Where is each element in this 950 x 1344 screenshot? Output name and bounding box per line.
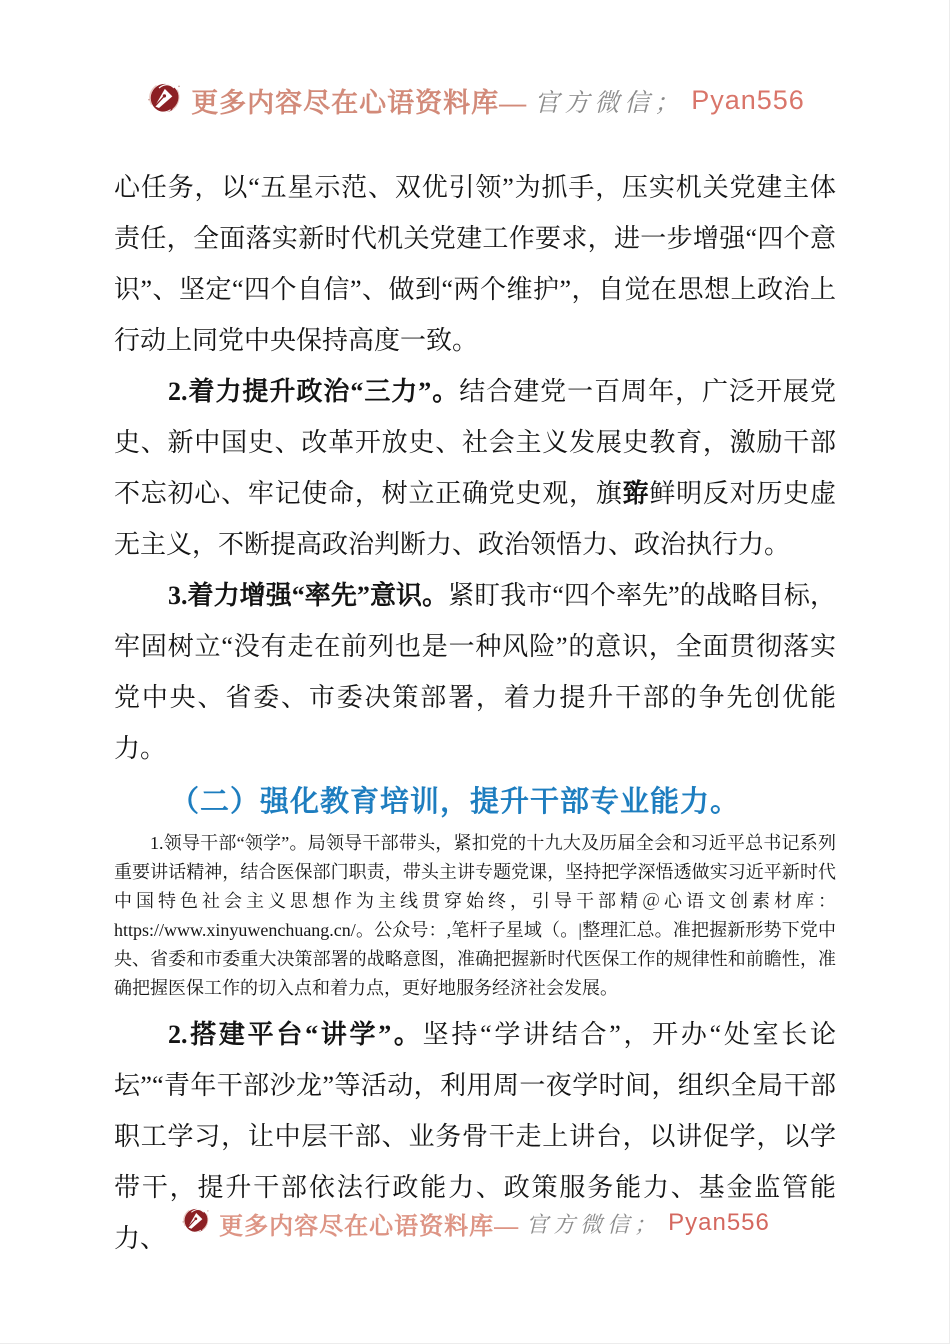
document-body [114, 162, 836, 1264]
brand-wechat-label: 官方微信； [526, 1212, 662, 1238]
header-brandbar [0, 78, 949, 123]
footer-brandbar [0, 1204, 949, 1242]
paragraph-text: 鲜明反对历史虚无主义，不断提高政治判断力、政治领悟力、政治执行力。 [114, 479, 836, 559]
pen-circle-logo-icon [179, 1204, 212, 1242]
brand-wechat-id: Pyan556 [668, 1209, 770, 1236]
paragraph-pioneer-awareness [114, 570, 836, 774]
paragraph-text: 坚持“学讲结合”，开办“处室长论坛”“青年干部沙龙”等活动，利用周一夜学时间，组织全局干部职工学习，让中层干部、业务骨干走上讲台，以讲促学，以学带干，提升干部依法行政能力、政策服务能力、基金监管能力、 [114, 1020, 836, 1253]
brand-wechat-id: Pyan556 [691, 85, 805, 115]
brand-slogan: 更多内容尽在心语资料库— [219, 1213, 520, 1240]
brand-slogan: 更多内容尽在心语资料库— [191, 88, 528, 118]
paragraph-text: 紧盯我市“四个率先”的战略目标，牢固树立“没有走在前列也是一种风险”的意识，全面贯彻落实党中央、省委、市委决策部署，着力提升干部的争先创优能力。 [114, 581, 836, 763]
paragraph-continuation [114, 162, 836, 366]
paragraph-lead: 3.着力增强“率先”意识。 [168, 581, 449, 610]
garbled-character: 臶 [622, 479, 650, 508]
paragraph-text: 心任务，以“五星示范、双优引领”为抓手，压实机关党建主体责任，全面落实新时代机关党建工作要求，进一步增强“四个意识”、坚定“四个自信”、做到“两个维护”，自觉在思想上政治上行动上同党中央保持高度一致。 [114, 173, 836, 355]
brand-wechat-label: 官方微信； [534, 87, 685, 117]
fine-print-paragraph-leading-study: 1.领导干部“领学”。局领导干部带头，紧扣党的十九大及历届全会和习近平总书记系列重要讲话精神，结合医保部门职责，带头主讲专题党课，坚持把学深悟透做实习近平新时代中国特色社会主义思想作为主线贯穿始终，引导干部精＠心语文创素材库：https://www.xinyuwenchuang.cn/。公众号：,笔杆子星域（。|整理汇总。准把握新形势下党中央、省委和市委重大决策部署的战略意图，准确把握新时代医保工作的规律性和前瞻性，准确把握医保工作的切入点和着力点，更好地服务经济社会发展。 [114, 833, 836, 998]
paragraph-text: 结合建党一百周年，广泛开展党史、新中国史、改革开放史、社会主义发展史教育，激励干部不忘初心、牢记使命，树立正确党史观，旗 [114, 377, 836, 508]
section-heading-2: （二）强化教育培训，提升干部专业能力。 [170, 786, 741, 818]
paragraph-lead: 2.着力提升政治“三力”。 [168, 377, 460, 406]
paragraph-lead: 2.搭建平台“讲学”。 [168, 1020, 423, 1049]
paragraph-political-three-powers [114, 366, 836, 570]
pen-circle-logo-icon [144, 78, 184, 123]
